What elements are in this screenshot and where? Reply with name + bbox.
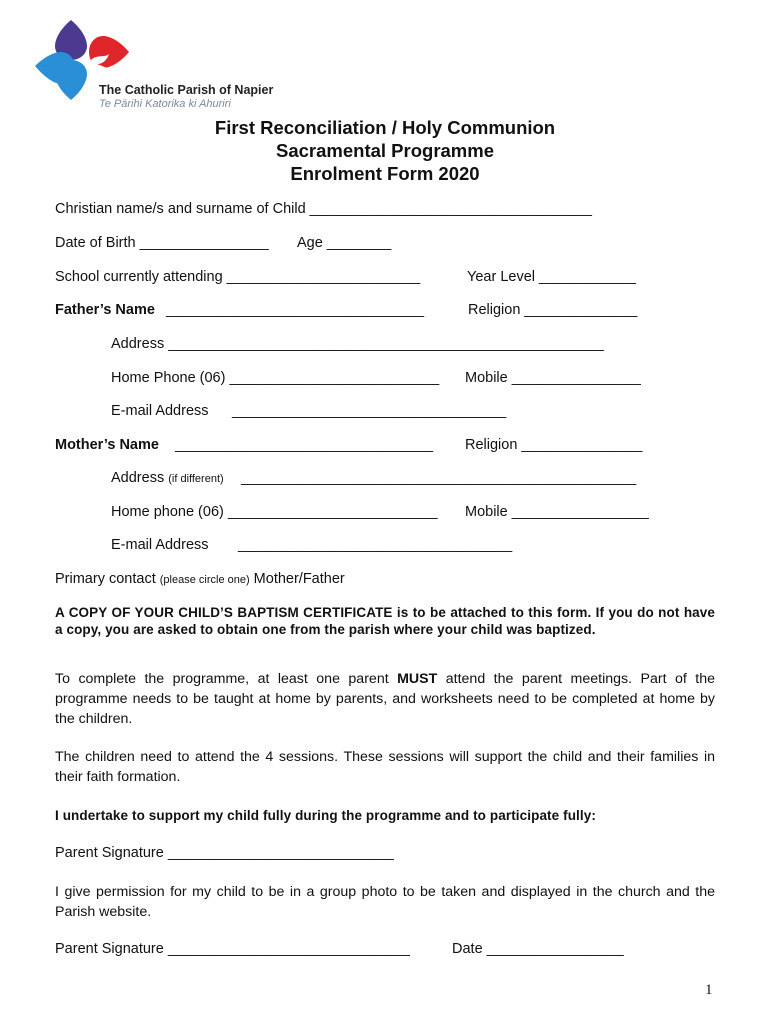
sessions-paragraph: The children need to attend the 4 sessions. These sessions will support the child and their families in their faith formation. — [55, 749, 715, 785]
mother-address-field[interactable]: _________________________________________________ — [241, 470, 637, 486]
father-home-phone-field[interactable]: Home Phone (06) __________________________ — [111, 370, 440, 386]
photo-permission-paragraph: I give permission for my child to be in a group photo to be taken and displayed in the church and the Parish website. — [55, 884, 715, 920]
parish-name: The Catholic Parish of Napier — [99, 83, 274, 97]
mother-email-label: E-mail Address — [111, 537, 209, 553]
primary-contact-note: (please circle one) — [159, 574, 250, 586]
mother-email-field[interactable]: __________________________________ — [238, 537, 513, 553]
date-field[interactable]: Date _________________ — [452, 941, 624, 957]
mother-home-phone-field[interactable]: Home phone (06) __________________________ — [111, 504, 438, 520]
programme-text-pre: To complete the programme, at least one parent — [55, 671, 398, 687]
mother-address-note: (if different) — [168, 473, 224, 485]
father-name-label: Father’s Name — [55, 302, 155, 318]
school-field[interactable]: School currently attending ________________________ — [55, 269, 421, 285]
programme-paragraph — [55, 669, 715, 729]
page-number: 1 — [705, 982, 713, 998]
programme-text-post: attend the parent meetings. Part of the programme needs to be taught at home by parents, and worksheets need to be completed at home by the children. — [55, 671, 715, 727]
father-name-field[interactable]: ________________________________ — [166, 302, 425, 318]
programme-must: MUST — [397, 671, 438, 687]
parent-signature-1[interactable]: Parent Signature ____________________________ — [55, 845, 394, 861]
mother-address-text: Address — [111, 470, 165, 486]
father-email-label: E-mail Address — [111, 403, 209, 419]
mother-name-field[interactable]: ________________________________ — [175, 437, 434, 453]
undertake-statement: I undertake to support my child fully during the programme and to participate fully: — [55, 808, 596, 823]
mother-religion-field[interactable]: Religion _______________ — [465, 437, 643, 453]
father-religion-field[interactable]: Religion ______________ — [468, 302, 638, 318]
father-mobile-field[interactable]: Mobile ________________ — [465, 370, 641, 386]
primary-contact-options[interactable]: Mother/Father — [253, 571, 345, 587]
mother-name-label: Mother’s Name — [55, 437, 159, 453]
child-name-field[interactable]: Christian name/s and surname of Child ___________________________________ — [55, 201, 592, 217]
primary-contact-label: Primary contact — [55, 571, 156, 587]
father-email-field[interactable]: __________________________________ — [232, 403, 507, 419]
age-field[interactable]: Age ________ — [297, 235, 392, 251]
parish-maori-name: Te Pārihi Katorika ki Ahuriri — [99, 98, 231, 110]
title-line-2: Sacramental Programme — [276, 140, 494, 161]
mother-address-label — [111, 470, 224, 486]
date-of-birth-field[interactable]: Date of Birth ________________ — [55, 235, 269, 251]
logo-petal-blue-bottom — [55, 60, 87, 100]
mother-mobile-field[interactable]: Mobile _________________ — [465, 504, 649, 520]
primary-contact[interactable] — [55, 571, 345, 587]
father-address-field[interactable]: Address ______________________________________________________ — [111, 336, 604, 352]
title-line-1: First Reconciliation / Holy Communion — [214, 117, 556, 138]
baptism-certificate-notice: A COPY OF YOUR CHILD’S BAPTISM CERTIFICATE is to be attached to this form. If you do not have a copy, you are asked to obtain one from the parish where your child was baptized. — [55, 605, 715, 637]
parent-signature-2[interactable]: Parent Signature ______________________________ — [55, 941, 410, 957]
title-line-3: Enrolment Form 2020 — [290, 163, 480, 184]
year-level-field[interactable]: Year Level ____________ — [467, 269, 636, 285]
